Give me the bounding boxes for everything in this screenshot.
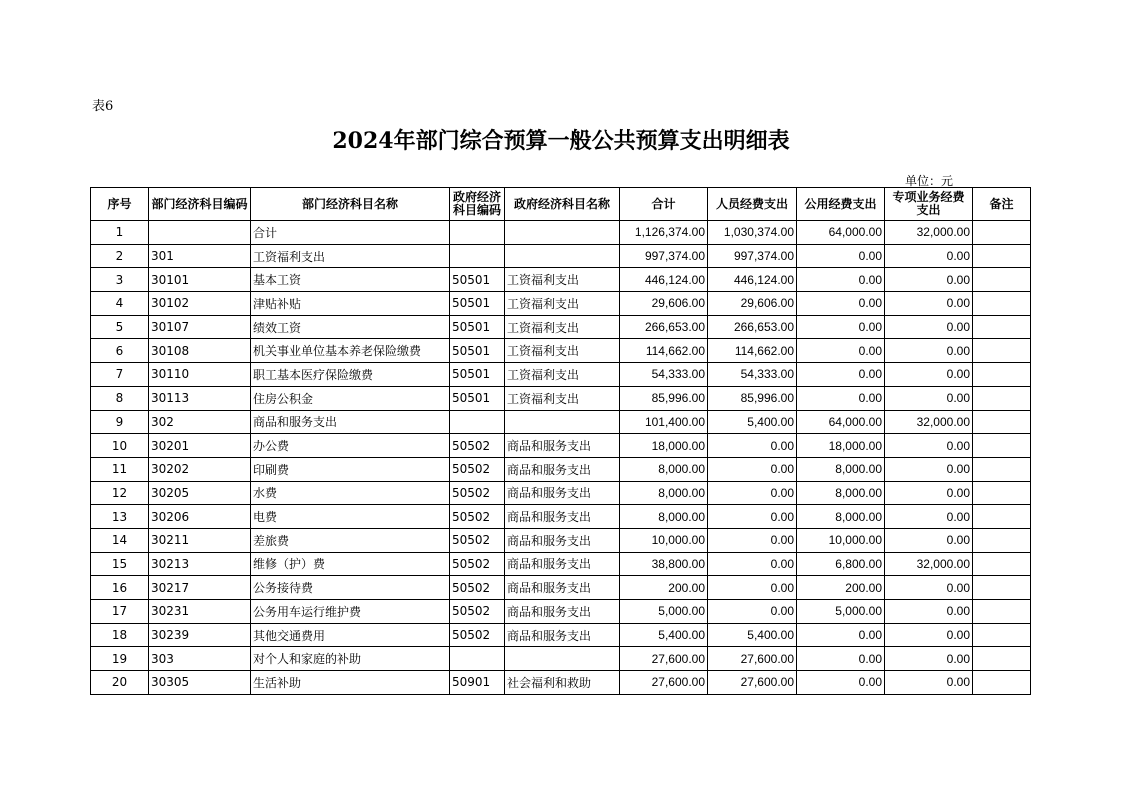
- cell-gov-name: 工资福利支出: [505, 268, 620, 292]
- cell-personnel: 997,374.00: [708, 244, 797, 268]
- cell-special: 0.00: [885, 268, 973, 292]
- cell-dept-name: 印刷费: [251, 457, 450, 481]
- cell-public: 64,000.00: [797, 221, 885, 245]
- cell-remark: [973, 528, 1031, 552]
- cell-special: 0.00: [885, 363, 973, 387]
- cell-dept-name: 其他交通费用: [251, 623, 450, 647]
- cell-dept-code: 30239: [149, 623, 251, 647]
- cell-dept-name: 基本工资: [251, 268, 450, 292]
- cell-public: 200.00: [797, 576, 885, 600]
- cell-gov-name: 商品和服务支出: [505, 600, 620, 624]
- cell-dept-name: 水费: [251, 481, 450, 505]
- cell-dept-code: 30107: [149, 315, 251, 339]
- cell-personnel: 0.00: [708, 481, 797, 505]
- cell-gov-code: 50502: [450, 552, 505, 576]
- cell-total: 200.00: [620, 576, 708, 600]
- cell-dept-code: 30205: [149, 481, 251, 505]
- cell-personnel: 446,124.00: [708, 268, 797, 292]
- cell-special: 32,000.00: [885, 410, 973, 434]
- cell-dept-code: 301: [149, 244, 251, 268]
- cell-public: 8,000.00: [797, 505, 885, 529]
- cell-total: 8,000.00: [620, 481, 708, 505]
- cell-public: 5,000.00: [797, 600, 885, 624]
- cell-gov-code: 50502: [450, 600, 505, 624]
- cell-personnel: 5,400.00: [708, 410, 797, 434]
- cell-public: 0.00: [797, 671, 885, 695]
- table-header-row: [91, 188, 1031, 221]
- cell-gov-name: 商品和服务支出: [505, 623, 620, 647]
- cell-personnel: 54,333.00: [708, 363, 797, 387]
- cell-dept-name: 绩效工资: [251, 315, 450, 339]
- table-row: [91, 268, 1031, 292]
- table-row: [91, 623, 1031, 647]
- cell-seq: 6: [91, 339, 149, 363]
- cell-total: 266,653.00: [620, 315, 708, 339]
- cell-dept-code: 30305: [149, 671, 251, 695]
- table-row: [91, 434, 1031, 458]
- cell-public: 0.00: [797, 363, 885, 387]
- cell-gov-code: [450, 244, 505, 268]
- cell-dept-code: 30206: [149, 505, 251, 529]
- cell-total: 27,600.00: [620, 671, 708, 695]
- cell-gov-code: [450, 647, 505, 671]
- table-row: [91, 292, 1031, 316]
- cell-seq: 18: [91, 623, 149, 647]
- cell-dept-code: 30108: [149, 339, 251, 363]
- cell-gov-name: 商品和服务支出: [505, 481, 620, 505]
- cell-remark: [973, 221, 1031, 245]
- cell-public: 0.00: [797, 647, 885, 671]
- cell-seq: 8: [91, 386, 149, 410]
- cell-public: 0.00: [797, 623, 885, 647]
- cell-total: 101,400.00: [620, 410, 708, 434]
- cell-dept-name: 公务接待费: [251, 576, 450, 600]
- cell-special: 0.00: [885, 315, 973, 339]
- cell-seq: 9: [91, 410, 149, 434]
- cell-remark: [973, 457, 1031, 481]
- header-personnel: 人员经费支出: [708, 188, 797, 221]
- cell-dept-name: 合计: [251, 221, 450, 245]
- header-remark: 备注: [973, 188, 1031, 221]
- cell-seq: 13: [91, 505, 149, 529]
- cell-gov-code: 50501: [450, 315, 505, 339]
- cell-gov-code: 50502: [450, 434, 505, 458]
- cell-special: 32,000.00: [885, 552, 973, 576]
- cell-personnel: 266,653.00: [708, 315, 797, 339]
- cell-public: 0.00: [797, 339, 885, 363]
- table-row: [91, 552, 1031, 576]
- table-row: [91, 528, 1031, 552]
- cell-seq: 12: [91, 481, 149, 505]
- cell-gov-name: 工资福利支出: [505, 363, 620, 387]
- cell-dept-name: 生活补助: [251, 671, 450, 695]
- unit-label: 单位：元: [905, 174, 954, 188]
- cell-dept-code: 30201: [149, 434, 251, 458]
- table-row: [91, 339, 1031, 363]
- cell-special: 0.00: [885, 528, 973, 552]
- header-public: 公用经费支出: [797, 188, 885, 221]
- cell-public: 18,000.00: [797, 434, 885, 458]
- cell-personnel: 27,600.00: [708, 647, 797, 671]
- cell-dept-code: 30217: [149, 576, 251, 600]
- cell-personnel: 1,030,374.00: [708, 221, 797, 245]
- table-row: [91, 363, 1031, 387]
- cell-gov-name: 商品和服务支出: [505, 528, 620, 552]
- cell-gov-name: 工资福利支出: [505, 386, 620, 410]
- cell-public: 8,000.00: [797, 457, 885, 481]
- cell-total: 18,000.00: [620, 434, 708, 458]
- cell-personnel: 0.00: [708, 505, 797, 529]
- cell-remark: [973, 600, 1031, 624]
- cell-seq: 2: [91, 244, 149, 268]
- cell-dept-name: 住房公积金: [251, 386, 450, 410]
- cell-public: 64,000.00: [797, 410, 885, 434]
- cell-special: 0.00: [885, 292, 973, 316]
- cell-gov-code: 50501: [450, 386, 505, 410]
- cell-gov-name: 工资福利支出: [505, 339, 620, 363]
- cell-seq: 11: [91, 457, 149, 481]
- cell-public: 0.00: [797, 244, 885, 268]
- cell-special: 32,000.00: [885, 221, 973, 245]
- cell-dept-name: 电费: [251, 505, 450, 529]
- cell-total: 997,374.00: [620, 244, 708, 268]
- cell-personnel: 114,662.00: [708, 339, 797, 363]
- cell-personnel: 0.00: [708, 457, 797, 481]
- cell-public: 0.00: [797, 386, 885, 410]
- cell-public: 0.00: [797, 315, 885, 339]
- cell-dept-name: 维修（护）费: [251, 552, 450, 576]
- cell-gov-code: [450, 410, 505, 434]
- cell-total: 54,333.00: [620, 363, 708, 387]
- cell-special: 0.00: [885, 647, 973, 671]
- cell-gov-code: 50502: [450, 528, 505, 552]
- cell-remark: [973, 315, 1031, 339]
- cell-dept-name: 商品和服务支出: [251, 410, 450, 434]
- cell-seq: 20: [91, 671, 149, 695]
- header-gov-code: 政府经济科目编码: [450, 188, 505, 221]
- cell-dept-code: 30211: [149, 528, 251, 552]
- cell-gov-name: [505, 647, 620, 671]
- cell-special: 0.00: [885, 671, 973, 695]
- cell-total: 8,000.00: [620, 457, 708, 481]
- cell-gov-name: 商品和服务支出: [505, 552, 620, 576]
- cell-total: 85,996.00: [620, 386, 708, 410]
- cell-total: 446,124.00: [620, 268, 708, 292]
- cell-gov-name: 商品和服务支出: [505, 505, 620, 529]
- cell-total: 1,126,374.00: [620, 221, 708, 245]
- cell-remark: [973, 292, 1031, 316]
- cell-dept-name: 职工基本医疗保险缴费: [251, 363, 450, 387]
- cell-special: 0.00: [885, 244, 973, 268]
- budget-table: [90, 187, 1031, 695]
- cell-seq: 4: [91, 292, 149, 316]
- cell-dept-code: 302: [149, 410, 251, 434]
- cell-gov-code: 50502: [450, 481, 505, 505]
- header-seq: 序号: [91, 188, 149, 221]
- table-row: [91, 315, 1031, 339]
- cell-dept-name: 办公费: [251, 434, 450, 458]
- cell-dept-name: 差旅费: [251, 528, 450, 552]
- cell-seq: 14: [91, 528, 149, 552]
- cell-seq: 1: [91, 221, 149, 245]
- cell-remark: [973, 671, 1031, 695]
- cell-remark: [973, 434, 1031, 458]
- cell-dept-name: 对个人和家庭的补助: [251, 647, 450, 671]
- cell-total: 10,000.00: [620, 528, 708, 552]
- cell-dept-code: [149, 221, 251, 245]
- cell-dept-name: 公务用车运行维护费: [251, 600, 450, 624]
- cell-seq: 16: [91, 576, 149, 600]
- cell-total: 114,662.00: [620, 339, 708, 363]
- table-number-label: 表6: [92, 99, 114, 114]
- cell-dept-name: 机关事业单位基本养老保险缴费: [251, 339, 450, 363]
- cell-gov-name: [505, 410, 620, 434]
- table-row: [91, 576, 1031, 600]
- cell-gov-code: 50501: [450, 339, 505, 363]
- cell-dept-code: 30202: [149, 457, 251, 481]
- cell-remark: [973, 576, 1031, 600]
- cell-personnel: 0.00: [708, 434, 797, 458]
- header-dept-name: 部门经济科目名称: [251, 188, 450, 221]
- cell-special: 0.00: [885, 457, 973, 481]
- header-total: 合计: [620, 188, 708, 221]
- table-row: [91, 221, 1031, 245]
- cell-gov-code: 50502: [450, 623, 505, 647]
- cell-total: 38,800.00: [620, 552, 708, 576]
- cell-gov-code: 50501: [450, 292, 505, 316]
- cell-total: 5,400.00: [620, 623, 708, 647]
- cell-dept-code: 30102: [149, 292, 251, 316]
- cell-personnel: 29,606.00: [708, 292, 797, 316]
- cell-seq: 3: [91, 268, 149, 292]
- table-row: [91, 600, 1031, 624]
- cell-gov-name: [505, 244, 620, 268]
- table-row: [91, 481, 1031, 505]
- table-row: [91, 671, 1031, 695]
- table-row: [91, 244, 1031, 268]
- table-row: [91, 505, 1031, 529]
- cell-total: 5,000.00: [620, 600, 708, 624]
- cell-dept-code: 303: [149, 647, 251, 671]
- cell-remark: [973, 339, 1031, 363]
- cell-gov-name: 商品和服务支出: [505, 457, 620, 481]
- table-row: [91, 386, 1031, 410]
- cell-seq: 17: [91, 600, 149, 624]
- cell-gov-code: 50502: [450, 457, 505, 481]
- cell-gov-code: 50502: [450, 576, 505, 600]
- cell-gov-code: [450, 221, 505, 245]
- table-row: [91, 410, 1031, 434]
- cell-gov-code: 50501: [450, 363, 505, 387]
- cell-remark: [973, 552, 1031, 576]
- header-dept-code: 部门经济科目编码: [149, 188, 251, 221]
- cell-remark: [973, 505, 1031, 529]
- cell-personnel: 0.00: [708, 528, 797, 552]
- cell-dept-code: 30110: [149, 363, 251, 387]
- cell-dept-code: 30231: [149, 600, 251, 624]
- cell-special: 0.00: [885, 386, 973, 410]
- cell-gov-code: 50502: [450, 505, 505, 529]
- cell-public: 0.00: [797, 292, 885, 316]
- table-body: [91, 221, 1031, 695]
- cell-public: 0.00: [797, 268, 885, 292]
- cell-dept-name: 工资福利支出: [251, 244, 450, 268]
- cell-gov-name: 社会福利和救助: [505, 671, 620, 695]
- cell-special: 0.00: [885, 339, 973, 363]
- cell-seq: 7: [91, 363, 149, 387]
- cell-dept-code: 30101: [149, 268, 251, 292]
- cell-gov-code: 50901: [450, 671, 505, 695]
- cell-seq: 15: [91, 552, 149, 576]
- cell-gov-name: 工资福利支出: [505, 292, 620, 316]
- cell-remark: [973, 481, 1031, 505]
- cell-special: 0.00: [885, 600, 973, 624]
- cell-dept-code: 30113: [149, 386, 251, 410]
- table-row: [91, 647, 1031, 671]
- cell-personnel: 0.00: [708, 576, 797, 600]
- cell-remark: [973, 386, 1031, 410]
- cell-remark: [973, 268, 1031, 292]
- cell-gov-name: [505, 221, 620, 245]
- cell-total: 29,606.00: [620, 292, 708, 316]
- cell-remark: [973, 363, 1031, 387]
- cell-dept-name: 津贴补贴: [251, 292, 450, 316]
- cell-personnel: 85,996.00: [708, 386, 797, 410]
- cell-public: 8,000.00: [797, 481, 885, 505]
- page-title: 2024年部门综合预算一般公共预算支出明细表: [332, 128, 790, 154]
- cell-gov-name: 商品和服务支出: [505, 576, 620, 600]
- cell-public: 6,800.00: [797, 552, 885, 576]
- cell-dept-code: 30213: [149, 552, 251, 576]
- cell-special: 0.00: [885, 623, 973, 647]
- cell-personnel: 27,600.00: [708, 671, 797, 695]
- cell-public: 10,000.00: [797, 528, 885, 552]
- cell-remark: [973, 244, 1031, 268]
- cell-remark: [973, 623, 1031, 647]
- cell-seq: 5: [91, 315, 149, 339]
- cell-gov-name: 商品和服务支出: [505, 434, 620, 458]
- cell-remark: [973, 410, 1031, 434]
- cell-remark: [973, 647, 1031, 671]
- cell-personnel: 0.00: [708, 600, 797, 624]
- cell-special: 0.00: [885, 505, 973, 529]
- cell-personnel: 0.00: [708, 552, 797, 576]
- cell-gov-name: 工资福利支出: [505, 315, 620, 339]
- cell-total: 8,000.00: [620, 505, 708, 529]
- header-special: 专项业务经费支出: [885, 188, 973, 221]
- cell-total: 27,600.00: [620, 647, 708, 671]
- cell-special: 0.00: [885, 576, 973, 600]
- cell-gov-code: 50501: [450, 268, 505, 292]
- cell-seq: 19: [91, 647, 149, 671]
- cell-special: 0.00: [885, 481, 973, 505]
- table-row: [91, 457, 1031, 481]
- cell-seq: 10: [91, 434, 149, 458]
- header-gov-name: 政府经济科目名称: [505, 188, 620, 221]
- cell-special: 0.00: [885, 434, 973, 458]
- cell-personnel: 5,400.00: [708, 623, 797, 647]
